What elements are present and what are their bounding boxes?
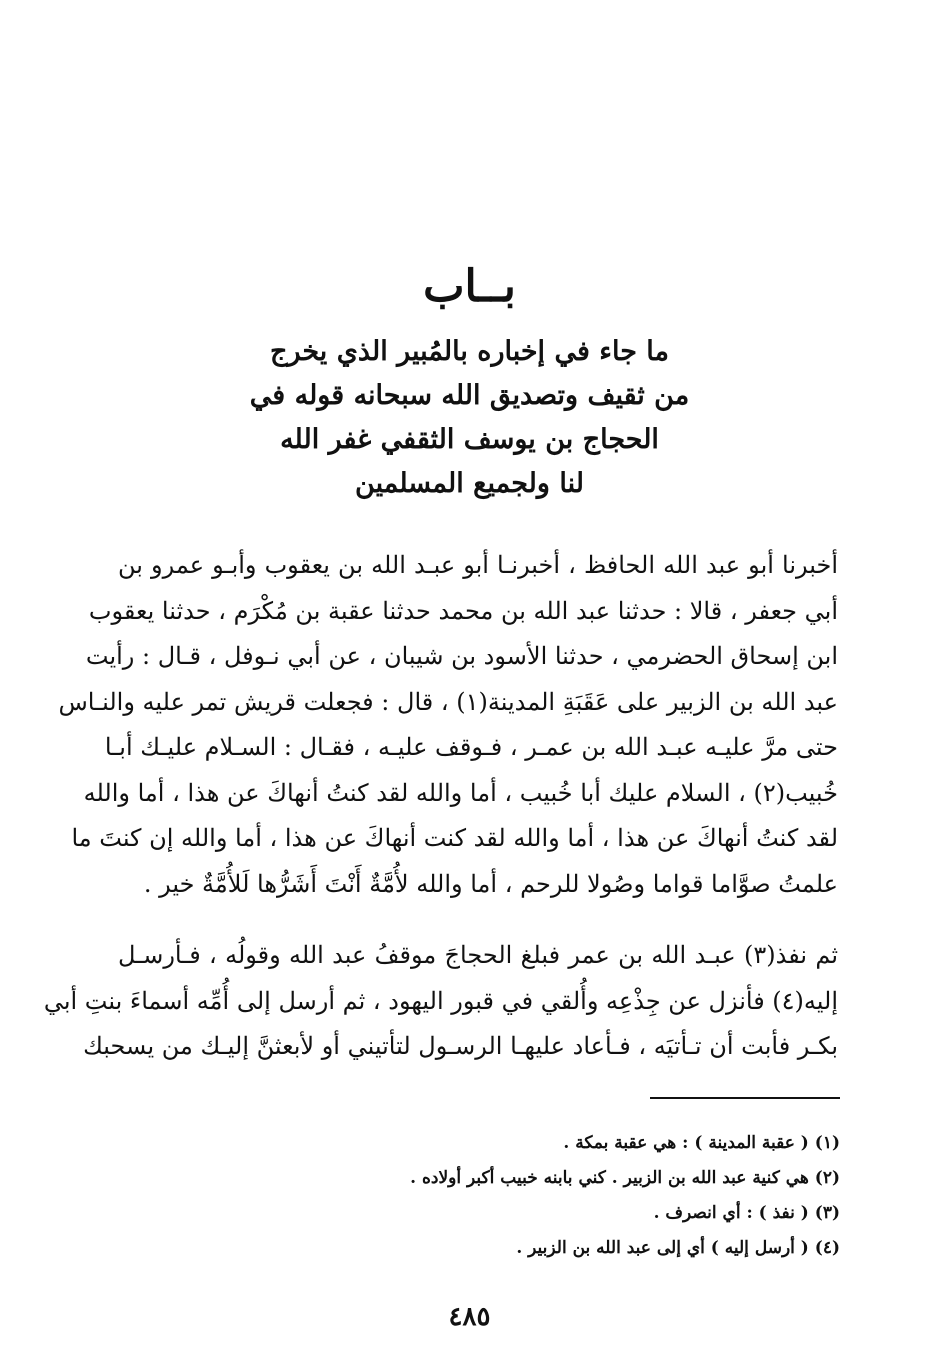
text-line: لقد كنتُ أنهاكَ عن هذا ، أما والله لقد كنت أنهاكَ عن هذا ، أما والله إن كنتَ ما [71,824,838,852]
page-number: ٤٨٥ [448,1302,491,1332]
chapter-subtitle-line: لنا ولجميع المسلمين [355,468,584,499]
text-line: ابن إسحاق الحضرمي ، حدثنا الأسود بن شيبان ، عن أبي نـوفل ، قـال : رأيت [85,642,838,670]
text-line: عبد الله بن الزبير على عَقَبَةِ المدينة(١) ، قال : فجعلت قريش تمر عليه والنـاس [58,687,838,716]
text-line: ثم نفذ(٣) عبـد الله بن عمر فبلغ الحجاجَ موقفُ عبد الله وقولُه ، فـأرسـل [118,941,838,969]
text-line: حتى مرَّ عليـه عبـد الله بن عمـر ، فـوقف عليـه ، فقـال : السـلام عليـك أبـا [104,733,838,761]
footnote: (٣) ( نفذ ) : أي انصرف . [653,1203,840,1223]
text-line: أبي جعفر ، قالا : حدثنا عبد الله بن محمد حدثنا عقبة بن مُكْرَم ، حدثنا يعقوب [88,596,838,625]
chapter-subtitle-line: من ثقيف وتصديق الله سبحانه قوله في [249,380,690,411]
chapter-subtitle-line: ما جاء في إخباره بالمُبير الذي يخرج [270,336,669,367]
text-line: أخبرنا أبو عبد الله الحافظ ، أخبرنـا أبو عبـد الله بن يعقوب وأبـو عمرو بن [118,551,838,579]
footnote-separator [650,1097,840,1099]
chapter-title: بــاب [423,261,516,312]
chapter-heading [0,262,939,506]
footnote: (١) ( عقبة المدينة ) : هي عقبة بمكة . [563,1133,840,1153]
chapter-subtitle-line: الحجاج بن يوسف الثقفي غفر الله [280,424,659,455]
body-paragraph-1 [58,543,838,907]
text-line: خُبيب(٢) ، السلام عليك أبا خُبيب ، أما والله لقد كنتُ أنهاكَ عن هذا ، أما والله [83,778,838,807]
footnotes [400,1126,840,1266]
text-line: علمتُ صوَّاما قواما وصُولا للرحم ، أما والله لأُمَّةٌ أَنْتَ أَشَرُّها لَلأُمَّةٌ خير . [143,869,838,898]
footnote: (٤) ( أرسل إليه ) أي إلى عبد الله بن الزبير . [516,1238,840,1258]
footnote: (٢) هي كنية عبد الله بن الزبير . كني بابنه خبيب أكبر أولاده . [410,1168,840,1188]
body-paragraph-2 [43,933,838,1070]
text-line: إليه(٤) فأنزل عن جِذْعِه وأُلقي في قبور اليهود ، ثم أرسل إلى أُمِّه أسماءَ بنتِ أبي [43,986,838,1015]
text-line: بكـر فأبت أن تـأتيَه ، فـأعاد عليهـا الرسـول لتأتيني أو لأبعثنَّ إليـك من يسحبك [83,1032,838,1060]
